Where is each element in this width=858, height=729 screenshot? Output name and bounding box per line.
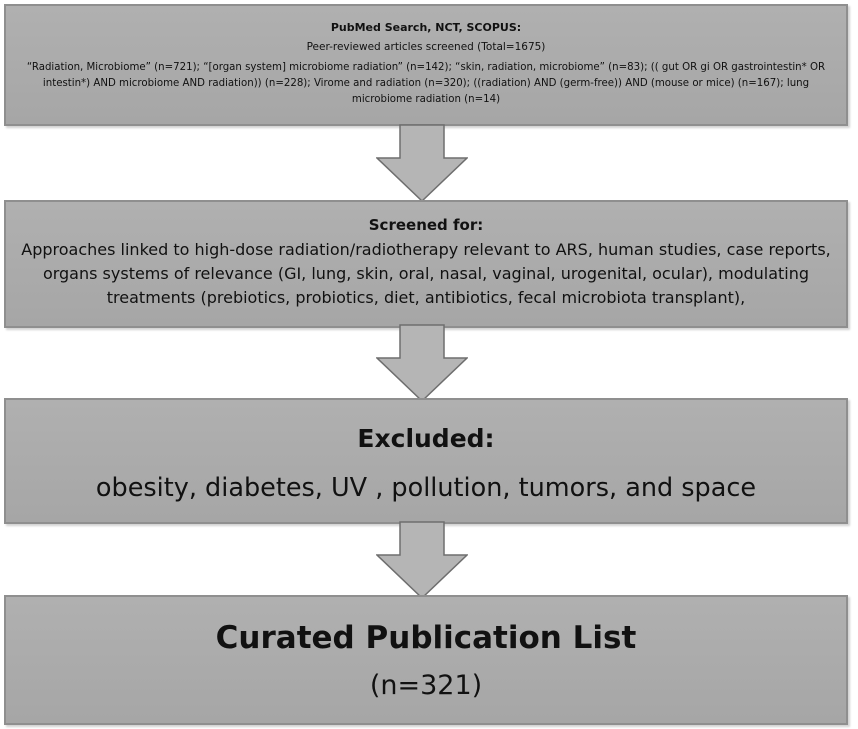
screening-criteria-text: Approaches linked to high-dose radiation/radiotherapy relevant to ARS, human studies, case reports, organs systems of relevance (GI, lung, skin, oral, nasal, vaginal, urogenital, ocular), modulating treatments (prebiotics, probiotics, diet, antibiotics, fecal microbiota transplant), <box>21 240 831 307</box>
search-sources-title: PubMed Search, NCT, SCOPUS: <box>330 21 522 34</box>
articles-screened-total: Peer-reviewed articles screened (Total=1675) <box>306 41 546 53</box>
screening-criteria-box <box>4 200 848 328</box>
curated-list-count: (n=321) <box>369 670 483 701</box>
search-sources-box <box>4 4 848 126</box>
curated-list-title: Curated Publication List <box>215 620 637 656</box>
down-arrow-icon <box>376 324 468 402</box>
exclusion-criteria-box <box>4 398 848 524</box>
down-arrow-icon <box>376 124 468 202</box>
down-arrow-icon <box>376 521 468 599</box>
curated-list-box <box>4 595 848 725</box>
screening-criteria-title: Screened for: <box>368 216 484 234</box>
search-queries-text: “Radiation, Microbiome” (n=721); “[organ system] microbiome radiation” (n=142); “skin, radiation, microbiome” (n=83); (( gut OR gi OR gastrointestin* OR intestin*) AND microbiome AND radiation)) (n=228); Virome and radiation (n=320); ((radiation) AND (germ-free)) AND (mouse or mice) (n=167); lung microbiome radiation (n=14) <box>26 62 826 105</box>
exclusion-criteria-text: obesity, diabetes, UV , pollution, tumors, and space <box>95 473 757 503</box>
exclusion-criteria-title: Excluded: <box>357 424 495 453</box>
